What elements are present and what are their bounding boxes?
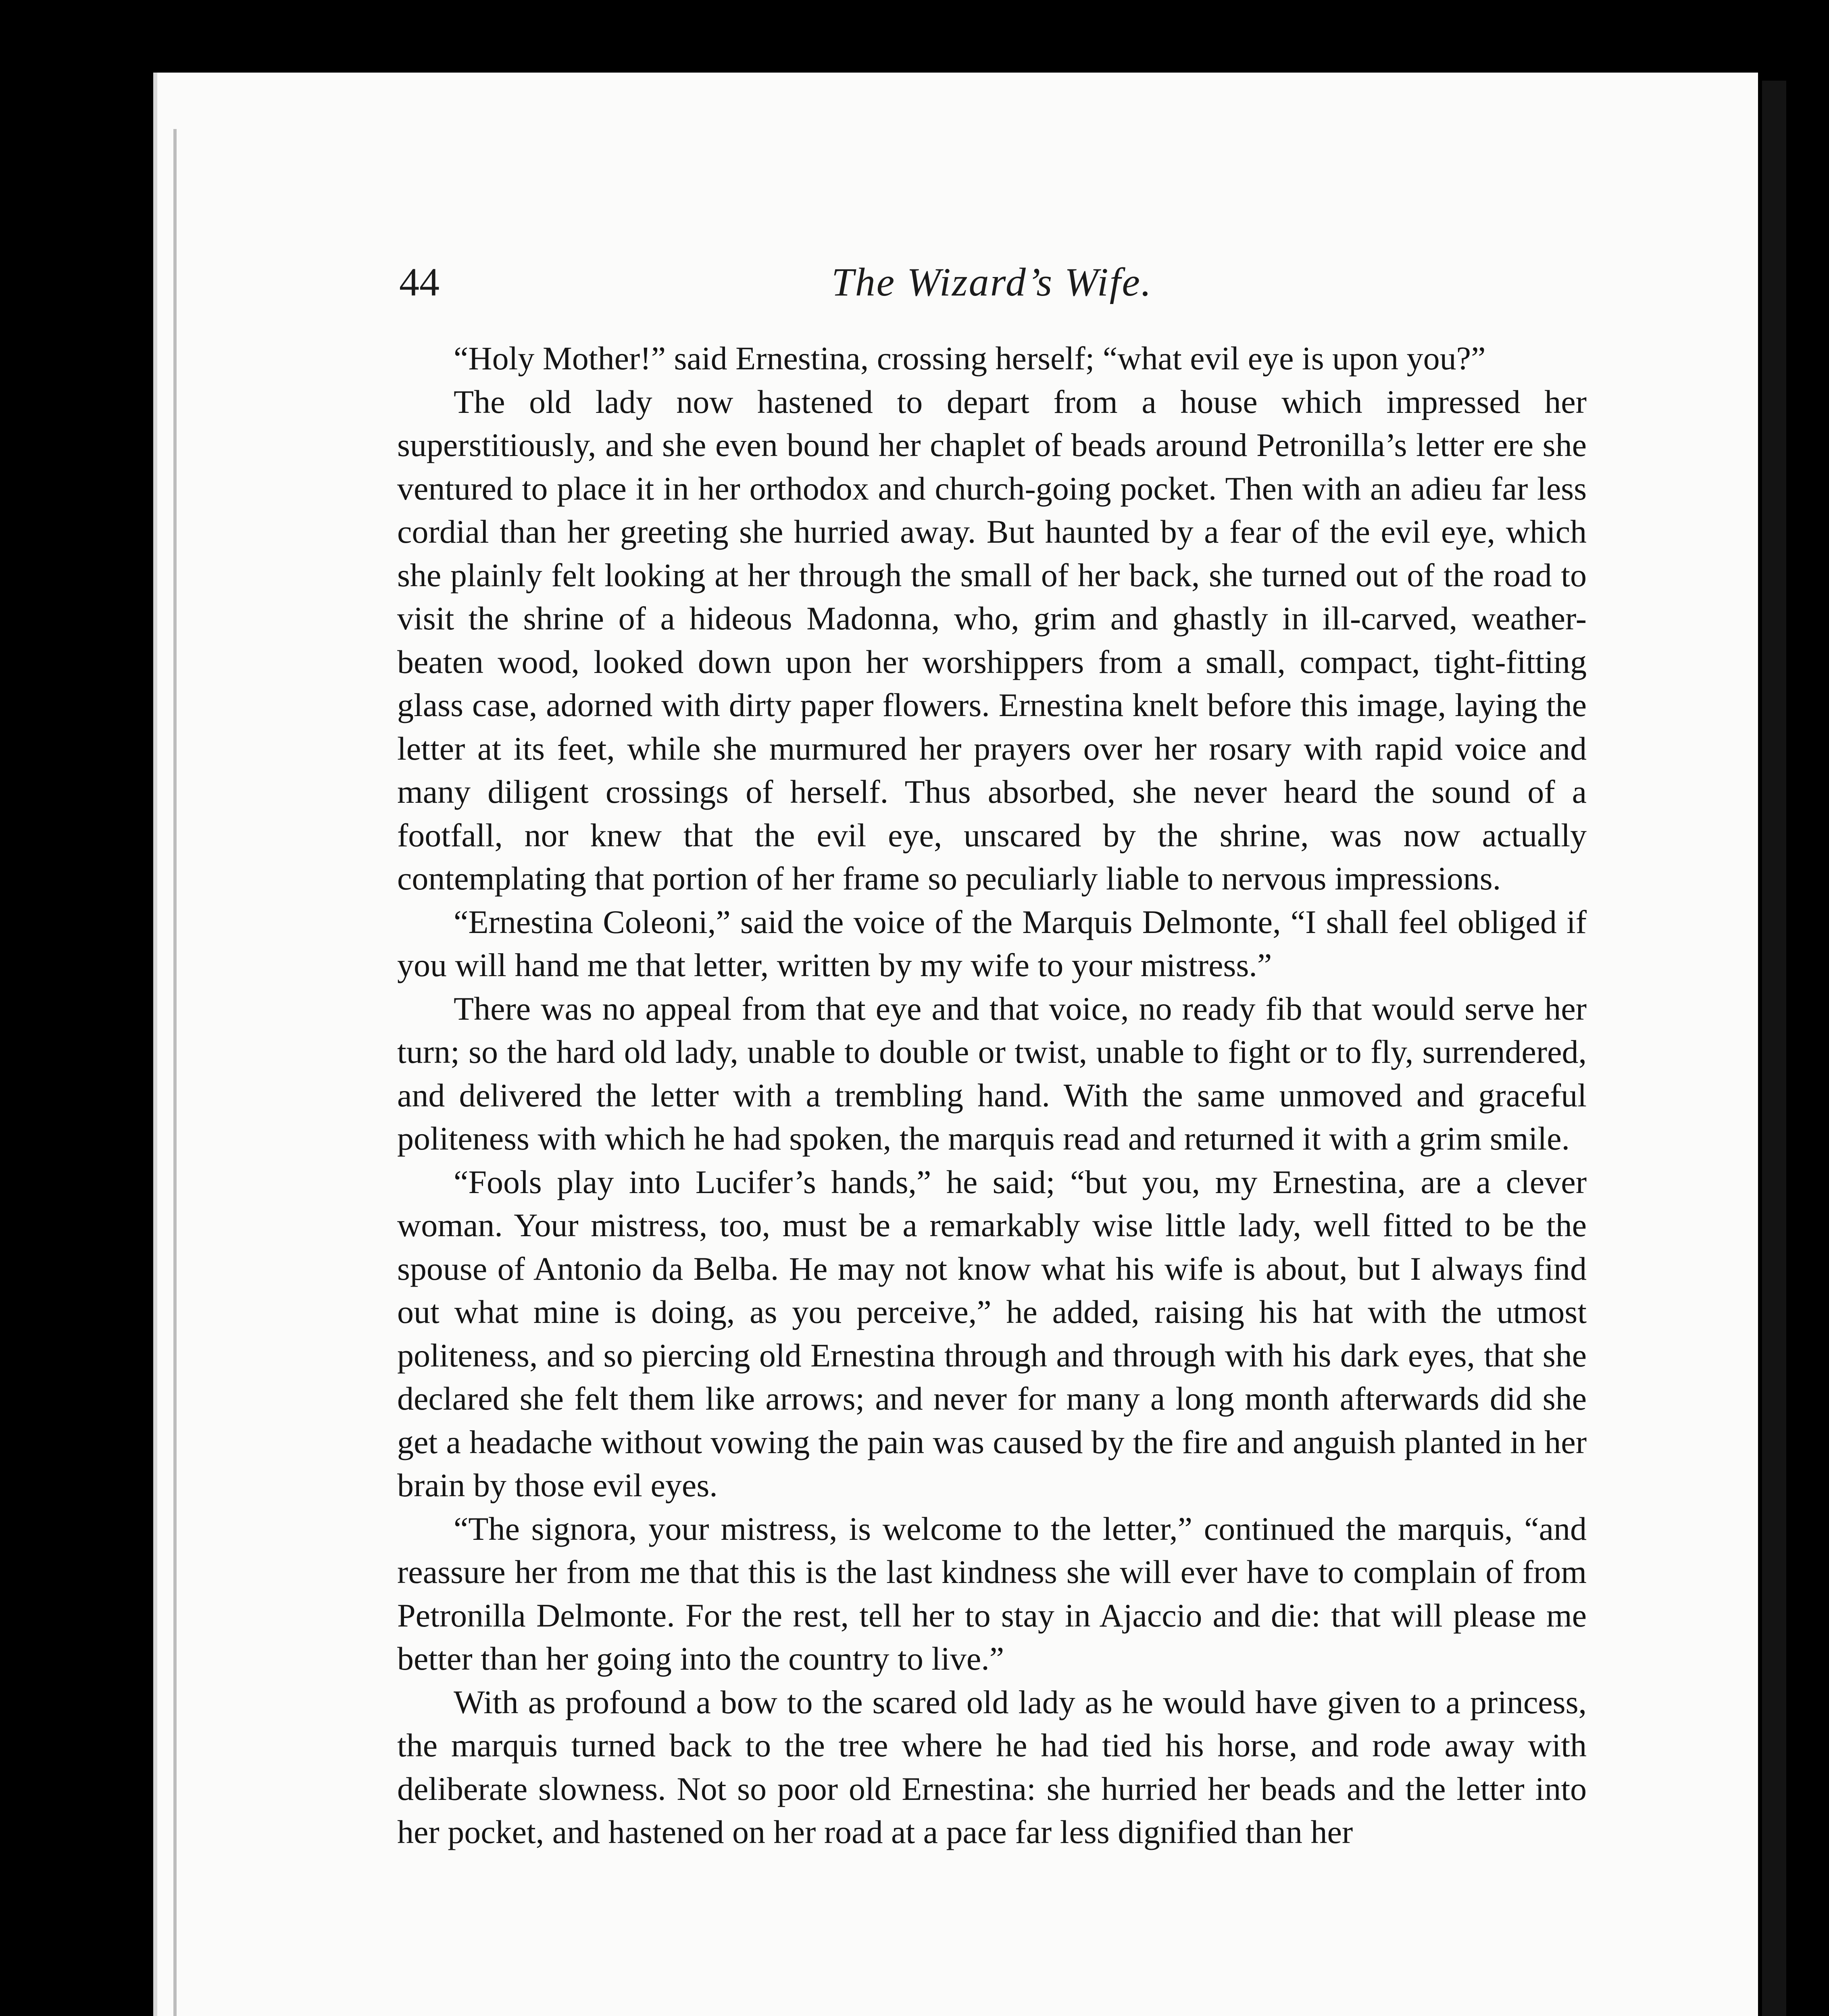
paragraph: “Ernestina Coleoni,” said the voice of the Marquis Delmonte, “I shall feel obliged if you will hand me that letter, written by my wife to your mistress.” [397,903,1587,983]
page-gutter [173,129,177,2016]
running-head [399,254,1585,310]
adjacent-page-edge [1762,81,1786,2016]
body-text [397,337,1587,1854]
paragraph: With as profound a bow to the scared old lady as he would have given to a princess, the marquis turned back to the tree where he had tied his horse, and rode away with deliberate slowness. Not so poor old Ernestina: she hurried her beads and the letter into her pocket, and hastened on her road at a pace far less dignified than her [397,1683,1587,1850]
book-title: The Wizard’s Wife. [831,260,1152,304]
paragraph: “The signora, your mistress, is welcome to the letter,” continued the marquis, “and reassure her from me that this is the last kindness she will ever have to complain of from Petronilla Delmonte. For the rest, tell her to stay in Ajaccio and die: that will please me better than her going into the country to live.” [397,1510,1587,1677]
paragraph: “Fools play into Lucifer’s hands,” he said; “but you, my Ernestina, are a clever woman. Your mistress, too, must be a remarkably wise little lady, well fitted to be the spouse of Antonio da Belba. He may not know what his wife is about, but I always find out what mine is doing, as you perceive,” he added, raising his hat with the utmost politeness, and so piercing old Ernestina through and through with his dark eyes, that she declared she felt them like arrows; and never for many a long month afterwards did she get a headache without vowing the pain was caused by the fire and anguish planted in her brain by those evil eyes. [397,1163,1587,1504]
paragraph: The old lady now hastened to depart from a house which impressed her superstitiously, and she even bound her chaplet of beads around Petronilla’s letter ere she ventured to place it in her orthodox and church-going pocket. Then with an adieu far less cordial than her greeting she hurried away. But haunted by a fear of the evil eye, which she plainly felt looking at her through the small of her back, she turned out of the road to visit the shrine of a hideous Madonna, who, grim and ghastly in ill-carved, weather-beaten wood, looked down upon her worshippers from a small, compact, tight-fitting glass case, adorned with dirty paper flowers. Ernestina knelt before this image, laying the letter at its feet, while she murmured her prayers over her rosary with rapid voice and many diligent crossings of herself. Thus absorbed, she never heard the sound of a footfall, nor knew that the evil eye, unscared by the shrine, was now actually contemplating that portion of her frame so peculiarly liable to nervous impressions. [397,383,1587,897]
paragraph: There was no appeal from that eye and that voice, no ready fib that would serve her turn; so the hard old lady, unable to double or twist, unable to fight or to fly, surrendered, and delivered the letter with a trembling hand. With the same unmoved and graceful politeness with which he had spoken, the marquis read and returned it with a grim smile. [397,990,1587,1157]
page-number: 44 [399,260,440,304]
paragraph: “Holy Mother!” said Ernestina, crossing herself; “what evil eye is upon you?” [454,340,1486,377]
